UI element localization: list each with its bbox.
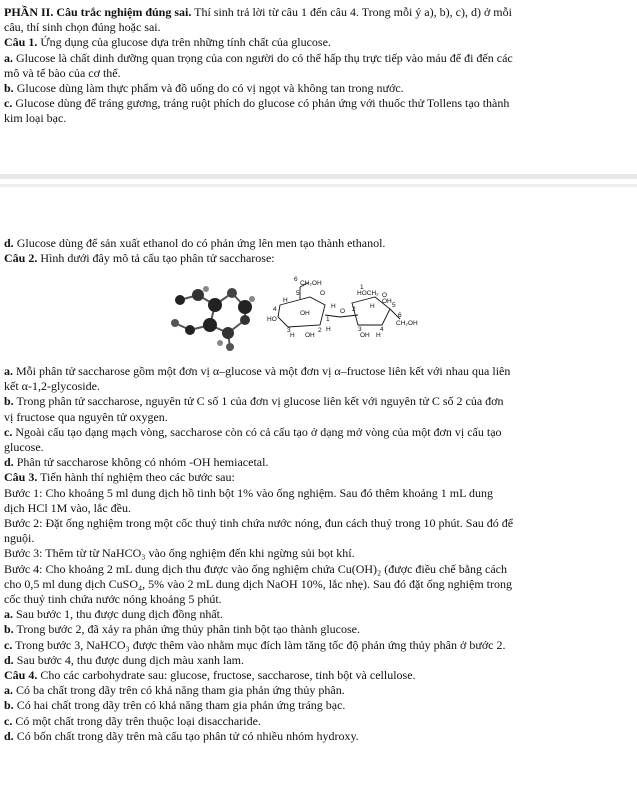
- ring-o-label: O: [382, 292, 388, 299]
- h-label: H: [326, 326, 331, 333]
- q1-d-label: d.: [4, 236, 14, 250]
- ball-stick-atoms: [171, 286, 255, 351]
- q2-b-label: b.: [4, 394, 14, 409]
- q1-b-text: Glucose dùng làm thực phẩm và đồ uống do có vị ngọt và không tan trong nước.: [13, 81, 404, 96]
- q2-c-text: Ngoài cấu tạo dạng mạch vòng, saccharose còn có cả cấu tạo ở dạng mở vòng của một đơn vị cấu tạo: [12, 424, 502, 439]
- carbon-number: 1: [360, 284, 364, 291]
- q4-a-label: a.: [4, 683, 13, 698]
- q2-c-text-cont: glucose.: [4, 440, 44, 455]
- carbon-number: 6: [294, 276, 298, 283]
- q3-step4: Bước 4: Cho khoảng 2 mL dung dịch thu được vào ống nghiệm chứa Cu(OH)₂ (được điều chế bằng cách: [4, 561, 508, 576]
- q4-label: Câu 4.: [4, 668, 38, 683]
- q3-step1: Bước 1: Cho khoảng 5 ml dung dịch hồ tinh bột 1% vào ống nghiệm. Sau đó thêm khoảng 1 mL dung: [4, 485, 494, 500]
- saccharose-structure-figure: [160, 275, 480, 359]
- q4-c-text: Có một chất trong dãy trên thuộc loại disaccharide.: [12, 713, 261, 728]
- question1-d-question2-stem: [4, 236, 631, 266]
- q1-c-text: Glucose dùng để tráng gương, tráng ruột phích do glucose có phản ứng với thuốc thử Tollens tạo thành: [12, 96, 510, 111]
- carbon-number: 4: [273, 306, 277, 313]
- h-label: H: [331, 303, 336, 310]
- q1-a-text: Glucose là chất dinh dưỡng quan trọng của con người do có thể hấp thụ trực tiếp vào máu để đi đến các: [13, 50, 513, 65]
- ho-label: HO: [267, 316, 277, 323]
- h-label: H: [376, 332, 381, 339]
- q3-step4-cont: cho 0,5 ml dung dịch CuSO₄, 5% vào 2 mL dung dịch NaOH 10%, lắc nhẹ). Sau đó đặt ống nghiệm trong: [4, 576, 512, 591]
- ch2oh-right-label: CH₂OH: [396, 320, 418, 327]
- q2-b-text: Trong phân tử saccharose, nguyên tử C số 1 của đơn vị glucose liên kết với nguyên tử C số 2 của đơn: [13, 394, 504, 409]
- carbon-number: 2: [318, 327, 322, 334]
- page-break-gap: [0, 168, 637, 226]
- h-label: H: [370, 303, 375, 310]
- q2-label: Câu 2.: [4, 251, 38, 266]
- carbon-number: 1: [326, 316, 330, 323]
- q2-a-label: a.: [4, 364, 13, 378]
- saccharose-structure-svg: [160, 275, 480, 359]
- q1-stem: Ứng dụng của glucose dựa trên những tính chất của glucose.: [37, 35, 331, 50]
- q4-b-label: b.: [4, 698, 14, 713]
- q1-a-label: a.: [4, 50, 13, 65]
- q2-a-text: Mỗi phân tử saccharose gồm một đơn vị α–glucose và một đơn vị α–fructose liên kết với nhau qua liên: [13, 364, 511, 378]
- oh-label: OH: [305, 332, 315, 339]
- q1-b-label: b.: [4, 81, 14, 96]
- question2-to-4: [4, 364, 631, 744]
- q3-step4-cont: cốc thuỷ tinh chứa nước nóng khoảng 5 phút.: [4, 592, 222, 607]
- q3-step2: Bước 2: Đặt ống nghiệm trong một cốc thuỷ tinh chứa nước nóng, đun cách thuỷ trong 10 phút. Sau đó để: [4, 516, 514, 531]
- carbon-number: 4: [380, 326, 384, 333]
- part2-question1-top: [4, 5, 631, 127]
- q2-a-text-cont: kết α-1,2-glycoside.: [4, 379, 100, 394]
- q2-d-label: d.: [4, 455, 14, 470]
- carbon-number: 3: [358, 326, 362, 333]
- h-label: H: [290, 332, 295, 339]
- q2-d-text: Phân tử saccharose không có nhóm -OH hemiacetal.: [13, 455, 269, 470]
- q4-d-label: d.: [4, 728, 14, 743]
- q1-a-text-cont: mô và tế bào của cơ thể.: [4, 65, 121, 80]
- ch2oh-label: CH₂OH: [300, 280, 322, 287]
- carbon-number: 3: [287, 327, 291, 334]
- q3-label: Câu 3.: [4, 470, 38, 485]
- q1-c-text-cont: kim loại bạc.: [4, 111, 67, 126]
- carbon-number: 5: [392, 302, 396, 309]
- q4-d-text: Có bốn chất trong dãy trên mà cấu tạo phân tử có nhiều nhóm hydroxy.: [13, 728, 359, 743]
- q3-b-text: Trong bước 2, đã xảy ra phản ứng thủy phân tinh bột tạo thành glucose.: [13, 622, 360, 637]
- q3-c-label: c.: [4, 637, 13, 652]
- q4-stem: Cho các carbohydrate sau: glucose, fructose, saccharose, tinh bột và cellulose.: [37, 668, 416, 683]
- haworth-glucose-ring: [278, 283, 325, 327]
- carbon-number: 5: [296, 290, 300, 297]
- q1-c-label: c.: [4, 96, 13, 111]
- q4-b-text: Có hai chất trong dãy trên có khả năng tham gia phản ứng tráng bạc.: [13, 698, 346, 713]
- q2-b-text-cont: vị fructose qua nguyên tử oxygen.: [4, 409, 168, 424]
- q1-d-text: Glucose dùng để sản xuất ethanol do có phản ứng lên men tạo thành ethanol.: [13, 236, 386, 250]
- h-label: H: [283, 297, 288, 304]
- bridge-o-label: O: [340, 308, 346, 315]
- divider: [0, 184, 637, 187]
- q3-a-label: a.: [4, 607, 13, 622]
- ring-o-label: O: [320, 290, 326, 297]
- part2-intro: Thí sinh trả lời từ câu 1 đến câu 4. Trong mỗi ý a), b), c), d) ở mỗi: [191, 5, 512, 19]
- q3-b-label: b.: [4, 622, 14, 637]
- q3-d-text: Sau bước 4, thu được dung dịch màu xanh lam.: [13, 652, 245, 667]
- q2-c-label: c.: [4, 424, 13, 439]
- carbon-number: 6: [398, 312, 402, 319]
- q3-step1-cont: dịch HCl 1M vào, lắc đều.: [4, 500, 131, 515]
- oh-label: OH: [382, 298, 392, 305]
- oh-label: OH: [360, 332, 370, 339]
- hoch2-label: HOCH₂: [357, 290, 379, 297]
- carbon-number: 2: [352, 306, 356, 313]
- oh-label: OH: [300, 310, 310, 317]
- q3-stem: Tiến hành thí nghiệm theo các bước sau:: [37, 470, 235, 485]
- q4-a-text: Có ba chất trong dãy trên có khả năng tham gia phản ứng thủy phân.: [13, 683, 345, 698]
- q4-c-label: c.: [4, 713, 13, 728]
- q2-stem: Hình dưới đây mô tả cấu tạo phân tử saccharose:: [37, 251, 275, 266]
- part2-title: PHẦN II. Câu trắc nghiệm đúng sai.: [4, 5, 192, 19]
- q3-step3: Bước 3: Thêm từ từ NaHCO₃ vào ống nghiệm đến khi ngừng sủi bọt khí.: [4, 546, 355, 561]
- part2-intro-cont: câu, thí sinh chọn đúng hoặc sai.: [4, 20, 161, 35]
- q3-step2-cont: nguội.: [4, 531, 35, 546]
- q3-c-text: Trong bước 3, NaHCO₃ được thêm vào nhằm mục đích làm tăng tốc độ phản ứng thủy phân ở bước 2.: [12, 637, 506, 652]
- divider: [0, 174, 637, 179]
- q3-d-label: d.: [4, 652, 14, 667]
- q1-label: Câu 1.: [4, 35, 38, 50]
- q3-a-text: Sau bước 1, thu được dung dịch đồng nhất.: [13, 607, 224, 622]
